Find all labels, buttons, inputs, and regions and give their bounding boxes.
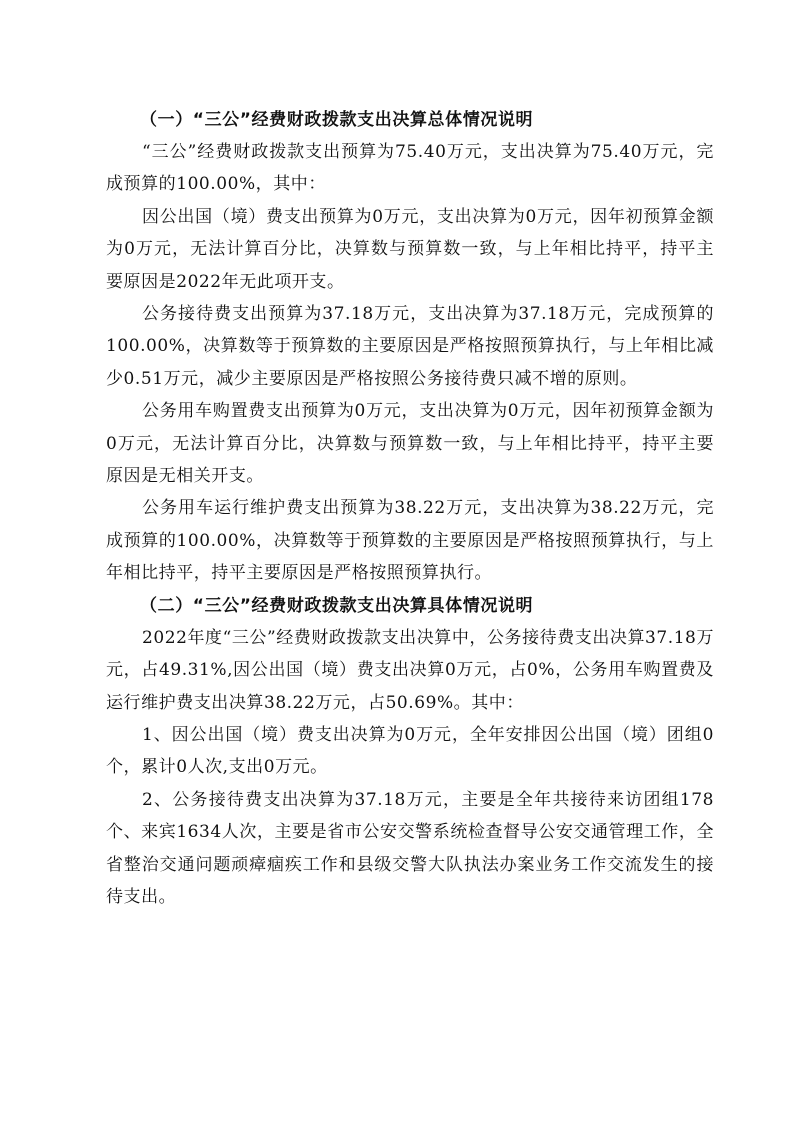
section-1-paragraph-1: “三公”经费财政拨款支出预算为75.40万元，支出决算为75.40万元，完成预算的100.00%，其中： bbox=[106, 142, 714, 195]
section-2-heading: （二）“三公”经费财政拨款支出决算具体情况说明 bbox=[140, 595, 534, 616]
document-body bbox=[106, 104, 714, 913]
section-2-paragraph-3: 2、公务接待费支出决算为37.18万元，主要是全年共接待来访团组178个、来宾1634人次，主要是省市公安交警系统检查督导公安交通管理工作，全省整治交通问题顽瘴痼疾工作和县级交警大队执法办案业务工作交流发生的接待支出。 bbox=[106, 789, 714, 907]
section-2-paragraph-2: 1、因公出国（境）费支出决算为0万元，全年安排因公出国（境）团组0个，累计0人次,支出0万元。 bbox=[106, 724, 714, 778]
section-1-paragraph-5: 公务用车运行维护费支出预算为38.22万元，支出决算为38.22万元，完成预算的100.00%，决算数等于预算数的主要原因是严格按照预算执行，与上年相比持平，持平主要原因是严格按照预算执行。 bbox=[106, 498, 714, 584]
section-1-paragraph-3: 公务接待费支出预算为37.18万元，支出决算为37.18万元，完成预算的100.00%，决算数等于预算数的主要原因是严格按照预算执行，与上年相比减少0.51万元，减少主要原因是严格按照公务接待费只减不增的原则。 bbox=[106, 304, 714, 389]
section-1-paragraph-2: 因公出国（境）费支出预算为0万元，支出决算为0万元，因年初预算金额为0万元，无法计算百分比，决算数与预算数一致，与上年相比持平，持平主要原因是2022年无此项开支。 bbox=[106, 206, 714, 292]
section-1-paragraph-4: 公务用车购置费支出预算为0万元，支出决算为0万元，因年初预算金额为0万元，无法计算百分比，决算数与预算数一致，与上年相比持平，持平主要原因是无相关开支。 bbox=[106, 401, 714, 487]
section-1-heading: （一）“三公”经费财政拨款支出决算总体情况说明 bbox=[140, 110, 534, 130]
section-2-paragraph-1: 2022年度“三公”经费财政拨款支出决算中，公务接待费支出决算37.18万元，占49.31%,因公出国（境）费支出决算0万元，占0%，公务用车购置费及运行维护费支出决算38.22万元，占50.69%。其中： bbox=[106, 627, 714, 713]
